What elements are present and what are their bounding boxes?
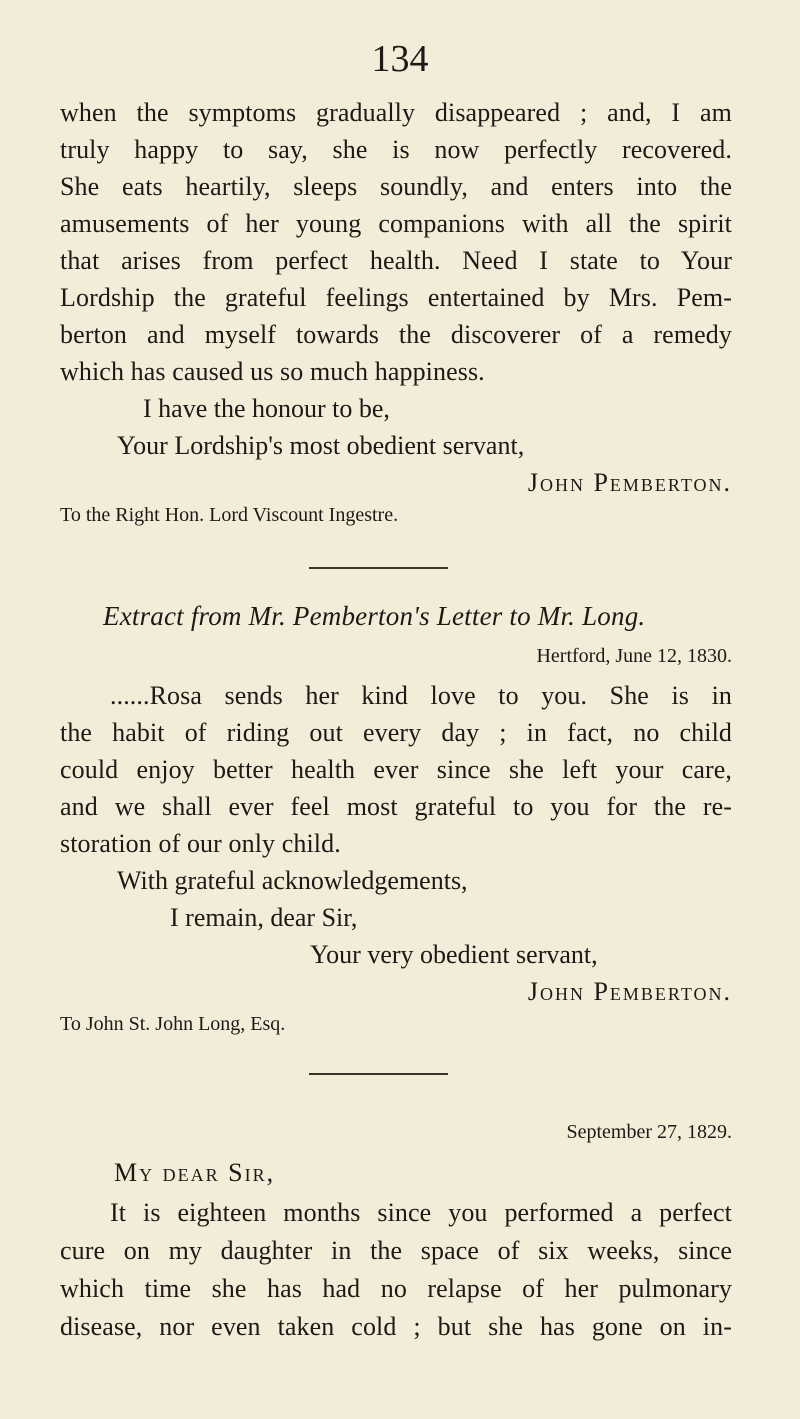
page-number: 134	[371, 38, 429, 80]
extract-recipient: To John St. John Long, Esq.	[60, 1013, 286, 1035]
letter-text-line: when the symptoms gradually disappeared ; and, I am	[60, 98, 732, 127]
extract-heading: Extract from Mr. Pemberton's Letter to Mr. Long.	[103, 601, 646, 631]
extract-signature: John Pemberton.	[527, 977, 732, 1006]
letter-signature: John Pemberton.	[527, 468, 732, 497]
section-divider	[309, 567, 448, 569]
extract-signoff: Your very obedient servant,	[310, 940, 598, 969]
extract-closing: I remain, dear Sir,	[170, 903, 358, 932]
extract-dateline: Hertford, June 12, 1830.	[536, 645, 732, 667]
letter-text-line: It is eighteen months since you performed a perfect	[110, 1198, 732, 1227]
letter-signoff: Your Lordship's most obedient servant,	[117, 431, 525, 460]
letter-text-line: disease, nor even taken cold ; but she has gone on in-	[60, 1312, 732, 1341]
extract-text-line: could enjoy better health ever since she left your care,	[60, 755, 732, 784]
letter-text-line: Lordship the grateful feelings entertained by Mrs. Pem-	[60, 283, 732, 312]
letter-salutation: My dear Sir,	[114, 1158, 276, 1187]
extract-text-line: and we shall ever feel most grateful to you for the re-	[60, 792, 732, 821]
letter-closing: I have the honour to be,	[143, 394, 390, 423]
letter-text-line: amusements of her young companions with all the spirit	[60, 209, 732, 238]
extract-text-line: the habit of riding out every day ; in fact, no child	[60, 718, 732, 747]
letter-text-line: cure on my daughter in the space of six weeks, since	[60, 1236, 732, 1265]
section-divider	[309, 1073, 448, 1075]
letter-text-line: that arises from perfect health. Need I state to Your	[60, 246, 732, 275]
extract-text-line: ......Rosa sends her kind love to you. She is in	[110, 681, 732, 710]
extract-closing: With grateful acknowledgements,	[117, 866, 468, 895]
letter-dateline: September 27, 1829.	[566, 1121, 732, 1143]
letter-text-line: which has caused us so much happiness.	[60, 357, 485, 386]
letter-recipient: To the Right Hon. Lord Viscount Ingestre.	[60, 504, 399, 526]
letter-text-line: truly happy to say, she is now perfectly recovered.	[60, 135, 732, 164]
extract-text-line: storation of our only child.	[60, 829, 341, 858]
letter-text-line: She eats heartily, sleeps soundly, and enters into the	[60, 172, 732, 201]
letter-text-line: which time she has had no relapse of her pulmonary	[60, 1274, 732, 1303]
letter-text-line: berton and myself towards the discoverer of a remedy	[60, 320, 732, 349]
